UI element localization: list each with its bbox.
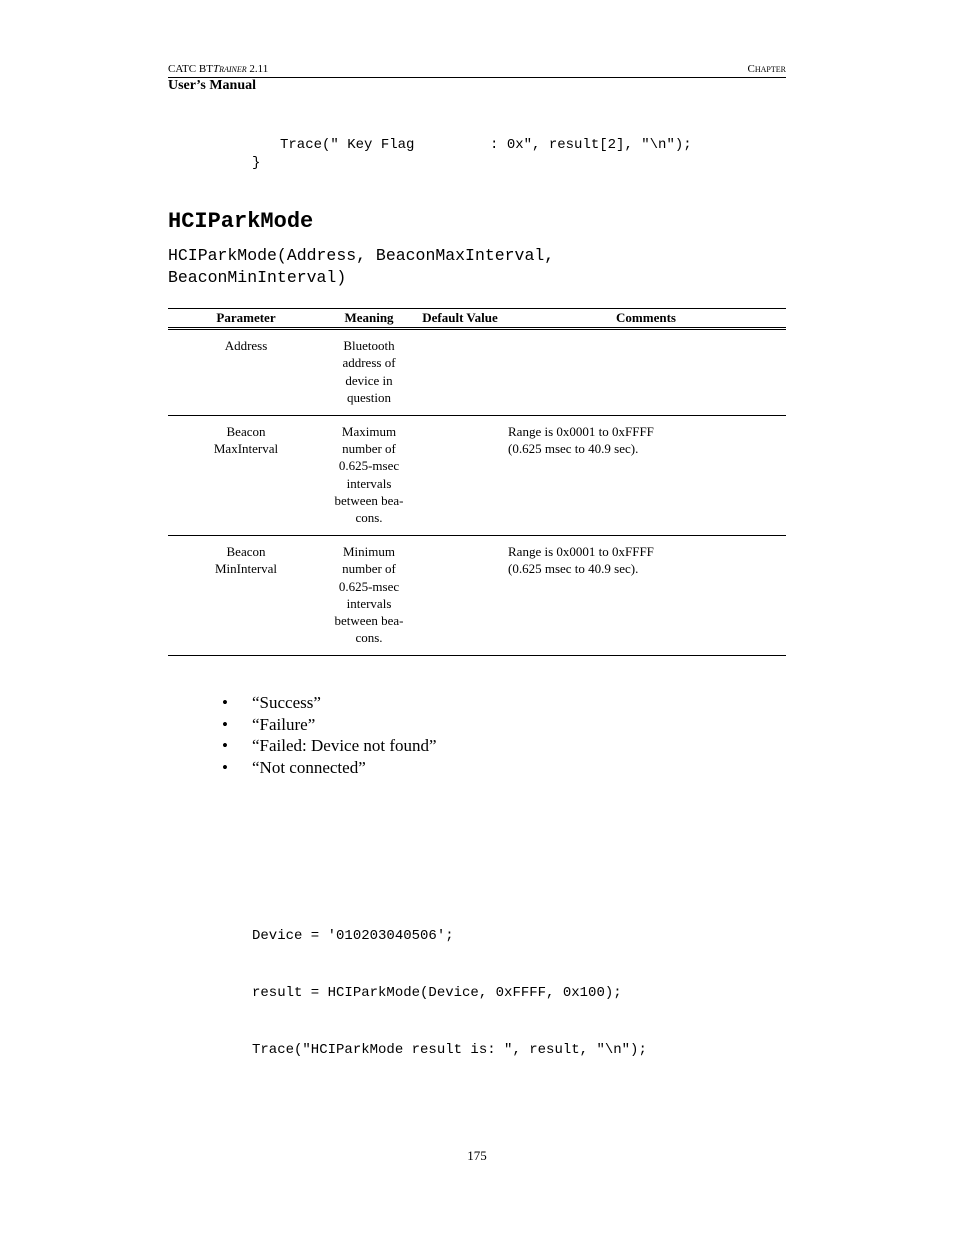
example-line-call: result = HCIParkMode(Device, 0xFFFF, 0x100); (252, 985, 622, 1001)
function-signature: HCIParkMode(Address, BeaconMaxInterval, BeaconMinInterval) (168, 246, 555, 287)
param-meaning: Maximum number of 0.625-msec intervals between bea- cons. (334, 424, 404, 526)
running-header-chapter (748, 63, 786, 75)
example-code (252, 889, 647, 1079)
header-meaning: Meaning (324, 309, 414, 329)
header-comments: Comments (506, 309, 786, 329)
example-line-trace: Trace("HCIParkMode result is: ", result, "\n"); (252, 1042, 647, 1058)
param-comments: Range is 0x0001 to 0xFFFF (0.625 msec to 40.9 sec). (508, 544, 654, 577)
param-comments: Range is 0x0001 to 0xFFFF (0.625 msec to 40.9 sec). (508, 424, 654, 457)
product-name-cap: T (212, 63, 220, 75)
product-name: CATC BT (168, 63, 213, 75)
chapter-label-small: HAPTER (754, 65, 786, 74)
param-name: Beacon MinInterval (214, 544, 278, 577)
table-row (168, 416, 786, 536)
list-item: • “Failed: Device not found” (222, 735, 437, 757)
product-version: 2.11 (249, 63, 269, 75)
param-meaning: Bluetooth address of device in question (342, 338, 396, 405)
return-values-list (222, 692, 437, 778)
product-name-small: RAINER (219, 65, 247, 74)
param-name: Address (224, 338, 268, 354)
param-name: Beacon MaxInterval (213, 424, 279, 457)
page-number: 175 (467, 1148, 487, 1163)
example-line-device: Device = '010203040506'; (252, 928, 454, 944)
chapter-label-cap: C (747, 63, 755, 75)
header-rule (168, 77, 786, 78)
parameter-table (168, 308, 786, 656)
running-header-product (168, 63, 268, 75)
list-item: • “Success” (222, 692, 437, 714)
header-default-value: Default Value (414, 309, 506, 329)
manual-subtitle: User’s Manual (168, 78, 257, 93)
code-closing-brace: } (252, 155, 261, 171)
table-row (168, 329, 786, 416)
section-title: HCIParkMode (168, 209, 314, 234)
param-meaning: Minimum number of 0.625-msec intervals between bea- cons. (334, 544, 404, 646)
code-trace-line: Trace(" Key Flag : 0x", result[2], "\n"); (280, 137, 692, 153)
list-item: • “Not connected” (222, 757, 437, 779)
list-item: • “Failure” (222, 714, 437, 736)
header-parameter: Parameter (168, 309, 324, 329)
table-header-row (168, 309, 786, 329)
table-row (168, 536, 786, 656)
